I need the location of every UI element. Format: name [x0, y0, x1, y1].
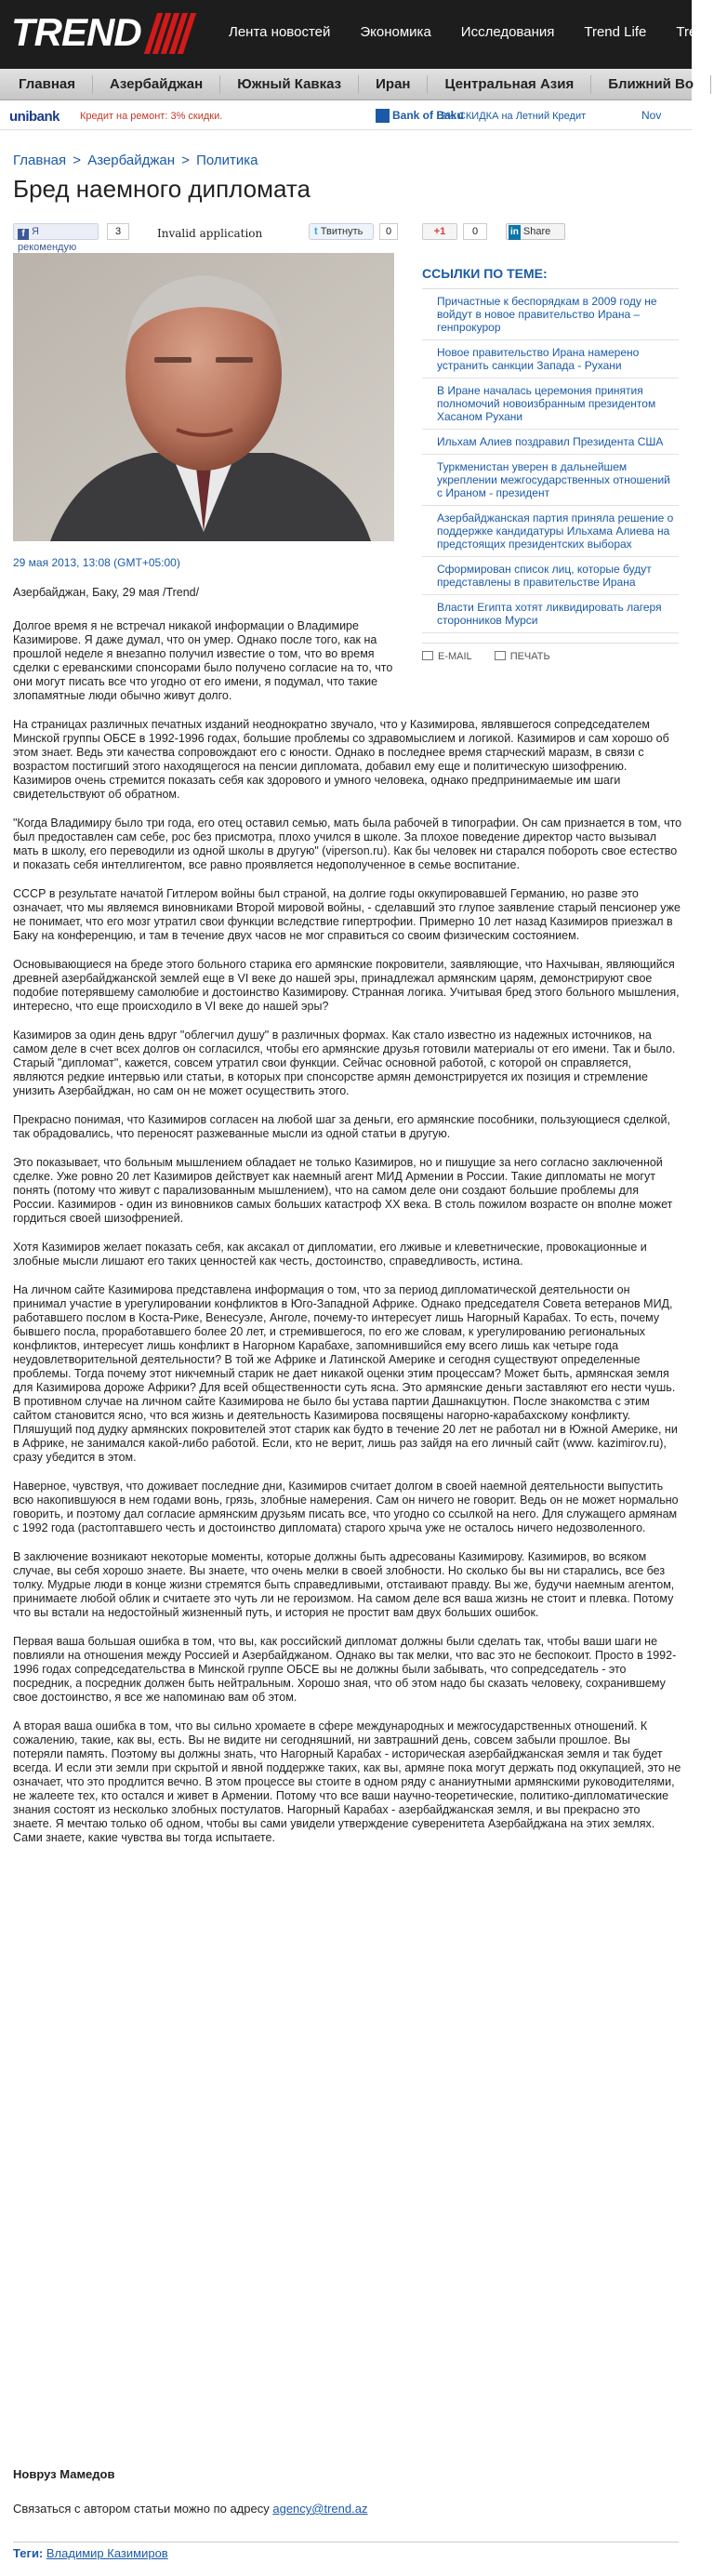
mainnav-item[interactable]: Центральная Азия: [428, 75, 591, 94]
tags-line: [13, 2542, 679, 2560]
facebook-icon: f: [18, 229, 29, 240]
facebook-recommend-button[interactable]: f Я рекомендую: [13, 223, 99, 240]
breadcrumb-item[interactable]: Азербайджан: [87, 153, 175, 168]
linkedin-share-button[interactable]: in Share: [506, 223, 565, 240]
article-paragraph: "Когда Владимиру было три года, его отец оставил семью, мать была рабочей в типографии. Он сам признается в том, что был предоставлен сам себе, рос без присмотра, плохо учился в школе. За плохое поведение директор часто вызывал мать в школу, его переводили из одной школы в другую" (viperson.ru). Как бы человек ни старался побороть свое естество и показать себя интеллигентом, все равно проявляется недополученное в семье воспитание.: [13, 817, 682, 871]
related-link[interactable]: Ильхам Алиев поздравил Президента США: [422, 430, 679, 455]
trend-logo[interactable]: TREND: [11, 9, 193, 56]
topnav-item[interactable]: Лента новостей: [229, 24, 331, 40]
article-photo: [13, 253, 394, 541]
breadcrumb-item[interactable]: Главная: [13, 153, 67, 168]
article-paragraph: А вторая ваша ошибка в том, что вы сильно хромаете в сфере международных и межгосударственных отношений. К сожалению, такие, как вы, есть. Вы не видите ни сегодняшний, ни завтрашний день, совсем забыли прошлое. Вы потеряли память. Поэтому вы должны знать, что Нагорный Карабах - историческая азербайджанская земля и так будет всегда. И если эти земли при скрытой и явной поддержке таких, как вы, армяне пока могут держать под оккупацией, это не означает, что это продлится вечно. В этом процессе вы стоите в одном ряду с ананиутными армянскими руководителями, не жалеете тех, кто остался и живет в Армении. Потому что все ваши научно-теоретические, политико-дипломатические знания состоят из несколько злобных постулатов. Нагорный Карабах - азербайджанская земля, и вы прекрасно это знаете. Я мечтаю только об одном, чтобы вы сами увидели утверждение суверенитета Азербайджана на этих землях. Сами знаете, какие чувства вы тогда испытаете.: [13, 1720, 681, 1844]
bank-of-baku-icon: [376, 109, 390, 123]
article-paragraph: СССР в результате начатой Гитлером войны был страной, на долгие годы оккупировавшей Германию, но разве это означает, что мы являемся виновниками Второй мировой войны, - сделавший это глупое заявление старый пенсионер уже не понимает, что его мозг утратил свои функции вследствие гипертрофии. Примерно 10 лет назад Казимиров приезжал в Баку на конференцию, и там в течение двух часов не мог справиться со своим физическим состоянием.: [13, 887, 681, 942]
article-paragraph: Хотя Казимиров желает показать себя, как аксакал от дипломатии, его лживые и клеветнические, провокационные и злобные мысли лишают его таких ценностей как честь, достоинство, справедливость, истина.: [13, 1241, 647, 1268]
top-bar: [0, 0, 712, 69]
article-paragraph: Казимиров за один день вдруг "облегчил душу" в различных формах. Как стало известно из надежных источников, на самом деле в счет всех долгов он согласился, чтобы его армянские друзья готовили материалы от его имени. Так и было. Старый "дипломат", кажется, совсем утратил свои функции. Сейчас основной работой, с которой он справляется, являются редкие интервью или статьи, в которых при спонсорстве армян демонстрируется их позиция и стремление унизить Азербайджан, но сам он не может осуществить этого.: [13, 1029, 676, 1097]
topnav-item[interactable]: Экономика: [360, 24, 431, 40]
related-links-sidebar: [422, 266, 679, 662]
related-link[interactable]: В Иране началась церемония принятия полномочий новоизбранным президентом Хасаном Рухани: [422, 378, 679, 430]
related-link[interactable]: Причастные к беспорядкам в 2009 году не войдут в новое правительство Ирана – генпрокурор: [422, 289, 679, 340]
facebook-count: 3: [107, 223, 129, 240]
tweet-button[interactable]: t Твитнуть: [309, 223, 374, 240]
unibank-ad-text[interactable]: Кредит на ремонт: 3% скидки.: [80, 111, 223, 122]
linkedin-icon: in: [509, 225, 521, 240]
author-contact: Связаться с автором статьи можно по адресу agency@trend.az: [13, 2502, 368, 2516]
article-paragraph: Первая ваша большая ошибка в том, что вы, как российский дипломат должны были сделать так, чтобы ваши шаги не повлияли на отношения между Россией и Азербайджаном. Однако вы так мелки, что вас это не беспокоит. Просто в 1992-1996 годах сопредседательства в Минской группе ОБСЕ вы не должны были забывать, что сопредседатель - это посредник, а посредник должен быть нейтральным. Хорошо зная, что об этом надо бы сказать человеку, сохранившему свое достоинство, я все же напоминаю вам об этом.: [13, 1635, 677, 1704]
page-title: Бред наемного дипломата: [13, 175, 311, 203]
print-button[interactable]: ПЕЧАТЬ: [495, 651, 550, 662]
mainnav-item[interactable]: Главная: [0, 75, 93, 94]
article-paragraph: Наверное, чувствуя, что доживает последние дни, Казимиров считает долгом в своей наемной деятельности выпустить всю накопившуюся в нем годами вонь, грязь, злобные намерения. Сам он ничего не говорит. Ведь он не может нормально говорить, и поэтому дал согласие армянским друзьям писать все, что угодно со ссылкой на него. Для служащего армянам с 1992 года (растоптавшего честь и достоинство дипломата) старого хрыча уже не осталось ничего недозволенного.: [13, 1480, 679, 1534]
article-paragraph: В заключение возникают некоторые моменты, которые должны быть адресованы Казимирову. Казимиров, во всяком случае, вы себя хорошо знаете. Вы знаете, что очень мелки в своей злобности. Но сколько бы вы ни старались, все без толку. Мудрые люди в конце жизни стремятся быть справедливыми, отстаивают правду. Вы же, будучи наемным агентом, принимаете любой облик и считаете это чуть ли не героизмом. На самом деле вся ваша жизнь не стоит и плевка. Потому что вы встали на недостойный жизненный путь, и история не простит вам двух больших ошибок.: [13, 1550, 675, 1619]
article-date: 29 мая 2013, 13:08 (GMT+05:00): [13, 556, 180, 569]
related-link[interactable]: Сформирован список лиц, которые будут представлены в правительстве Ирана: [422, 557, 679, 595]
tweet-count: 0: [379, 223, 398, 240]
mainnav-item[interactable]: Южный Кавказ: [220, 75, 359, 94]
third-ad[interactable]: Nov: [641, 109, 662, 122]
topnav-item[interactable]: Исследования: [460, 24, 555, 40]
social-share-bar: [13, 221, 679, 253]
twitter-icon: t: [314, 226, 318, 237]
article-paragraph: На личном сайте Казимирова представлена информация о том, что за период дипломатической деятельности он принимал участие в урегулировании конфликтов в Юго-Западной Африке. Однако председателя Совета ветеранов МИД, работавшего послом в Коста-Рике, Венесуэле, Анголе, почему-то интересует лишь Нагорный Карабах. То есть, почему бывшего посла, проработавшего более 20 лет, и стремившегося, по его же словам, к урегулированию региональных конфликтов, интересует лишь конфликт в Нагорном Карабахе, запомнившийся ему всего лишь как четыре года неудовлетворительной деятельности? В той же Африке и Латинской Америке и сегодня существуют определенные проблемы. Тогда почему этот никчемный старик не дает никакой оценки этим процессам? Может быть, армянская земля для Казимирова дороже Африки? Для всей общественности суть ясна. Это армянские деньги заставляют его нести чушь. В противном случае на личном сайте Казимирова не было бы устава партии Дашнакцутюн. После знакомства с этим сайтом становится ясно, что вся жизнь и деятельность Казимирова посвящены нагорно-карабахскому конфликту. Пляшущий под дудку армянских покровителей этот старик как будто в течение 20 лет не работал ни в Южной Америке, ни в Африке, не занимался какой-либо работой. Если, кто не верит, лишь раз зайдя на его личный сайт (www. kazimirov.ru), сразу убедится в этом.: [13, 1283, 678, 1464]
related-link[interactable]: Власти Египта хотят ликвидировать лагеря сторонников Мурси: [422, 595, 679, 633]
invalid-application-text: Invalid application: [157, 227, 263, 240]
breadcrumb-item[interactable]: Политика: [196, 153, 258, 168]
related-link[interactable]: Туркменистан уверен в дальнейшем укреплении межгосударственных отношений с Ираном - президент: [422, 455, 679, 506]
main-nav: [0, 69, 692, 100]
article-paragraph: Прекрасно понимая, что Казимиров согласен на любой шаг за деньги, его армянские пособники, пользующиеся сделкой, так обрадовались, что переносят разжеванные мысли из одной статьи в другую.: [13, 1113, 670, 1140]
envelope-icon: [422, 651, 433, 660]
article-paragraph: Основывающиеся на бреде этого больного старика его армянские покровители, заявляющие, что Нахчыван, являющийся древней азербайджанской землей еще в VI веке до нашей эры, принадлежал армянским царям, демонстрируют свое подобие потерявшему самолюбие и достоинство Казимирову. Странная логика. Учитывая бред этого больного мышления, интересно, что еще происходило в VI веке до нашей эры?: [13, 958, 680, 1013]
google-plus-count: 0: [463, 223, 487, 240]
bank-of-baku-logo[interactable]: Bank of Baku: [392, 109, 464, 122]
breadcrumb: [13, 153, 258, 168]
sidebar-actions: [422, 643, 679, 662]
article-paragraph: Долгое время я не встречал никакой информации о Владимире Казимирове. Я даже думал, что он умер. Однако после того, как на прошлой неделе я внезапно получил известие о том, что во время сделки с ереванскими спонсорами было получено согласие на то, что они могут писать все что угодно от его имени, я подумал, что такие злопамятные люди обычно живут долго.: [13, 619, 393, 702]
article-paragraph: Азербайджан, Баку, 29 мая /Trend/: [13, 586, 200, 599]
unibank-logo[interactable]: unibank: [9, 109, 60, 125]
portrait-image: [13, 253, 394, 541]
topnav-item[interactable]: Trend Life: [584, 24, 647, 40]
email-button[interactable]: E-MAIL: [422, 651, 472, 662]
ad-bar: [0, 102, 692, 130]
mainnav-item[interactable]: Азербайджан: [93, 75, 220, 94]
sidebar-title: ССЫЛКИ ПО ТЕМЕ:: [422, 266, 679, 289]
mainnav-item[interactable]: Иран: [359, 75, 428, 94]
tag-link[interactable]: Владимир Казимиров: [46, 2546, 168, 2560]
printer-icon: [495, 651, 506, 660]
top-nav: [214, 24, 727, 40]
author-email-link[interactable]: agency@trend.az: [272, 2502, 368, 2516]
related-link[interactable]: Новое правительство Ирана намерено устранить санкции Запада - Рухани: [422, 340, 679, 378]
breadcrumb-separator: >: [73, 153, 82, 168]
tags-label: Теги:: [13, 2546, 44, 2560]
article-paragraph: На страницах различных печатных изданий неоднократно звучало, что у Казимирова, являвшегося сопредседателем Минской группы ОБСЕ в 1992-1996 годах, большие проблемы со здравомыслием и логикой. Казимиров и сам хорошо об этом знает. Ведь эти качества сопровождают его с юности. Однако в последнее время старческий маразм, в связи с возрастом постигший этого находящегося на пенсии дипломата, добавил ему еще и политическую шизофрению. Казимиров очень стремится показать себя как здорового и умного человека, однако предпринимаемые им шаги свидетельствуют об обратном.: [13, 718, 669, 801]
related-link[interactable]: Азербайджанская партия приняла решение о поддержке кандидатуры Ильхама Алиева на предстоящих президентских выборах: [422, 506, 679, 557]
article-paragraph: Это показывает, что больным мышлением обладает не только Казимиров, но и пишущие за него согласно заключенной сделке. Уже ровно 20 лет Казимиров действует как наемный агент МИД Армении в России. Такие дипломаты не могут понять (потому что живут с парализованным мышлением), что на самом деле они создают большие проблемы для России. Казимиров - один из виновников самых больших катастроф XX века. В столь пожилом возрасте он вполне может гордиться своей шизофренией.: [13, 1156, 673, 1225]
breadcrumb-separator: >: [181, 153, 190, 168]
google-plus-button[interactable]: +1: [422, 223, 457, 240]
topnav-item[interactable]: Trend: [676, 24, 712, 40]
article-author: Новруз Мамедов: [13, 2467, 115, 2481]
mainnav-item[interactable]: Ближний Во: [591, 75, 711, 94]
article-body: [13, 582, 682, 1845]
bank-of-baku-ad-text[interactable]: 3% СКИДКА на Летний Кредит: [441, 111, 587, 122]
